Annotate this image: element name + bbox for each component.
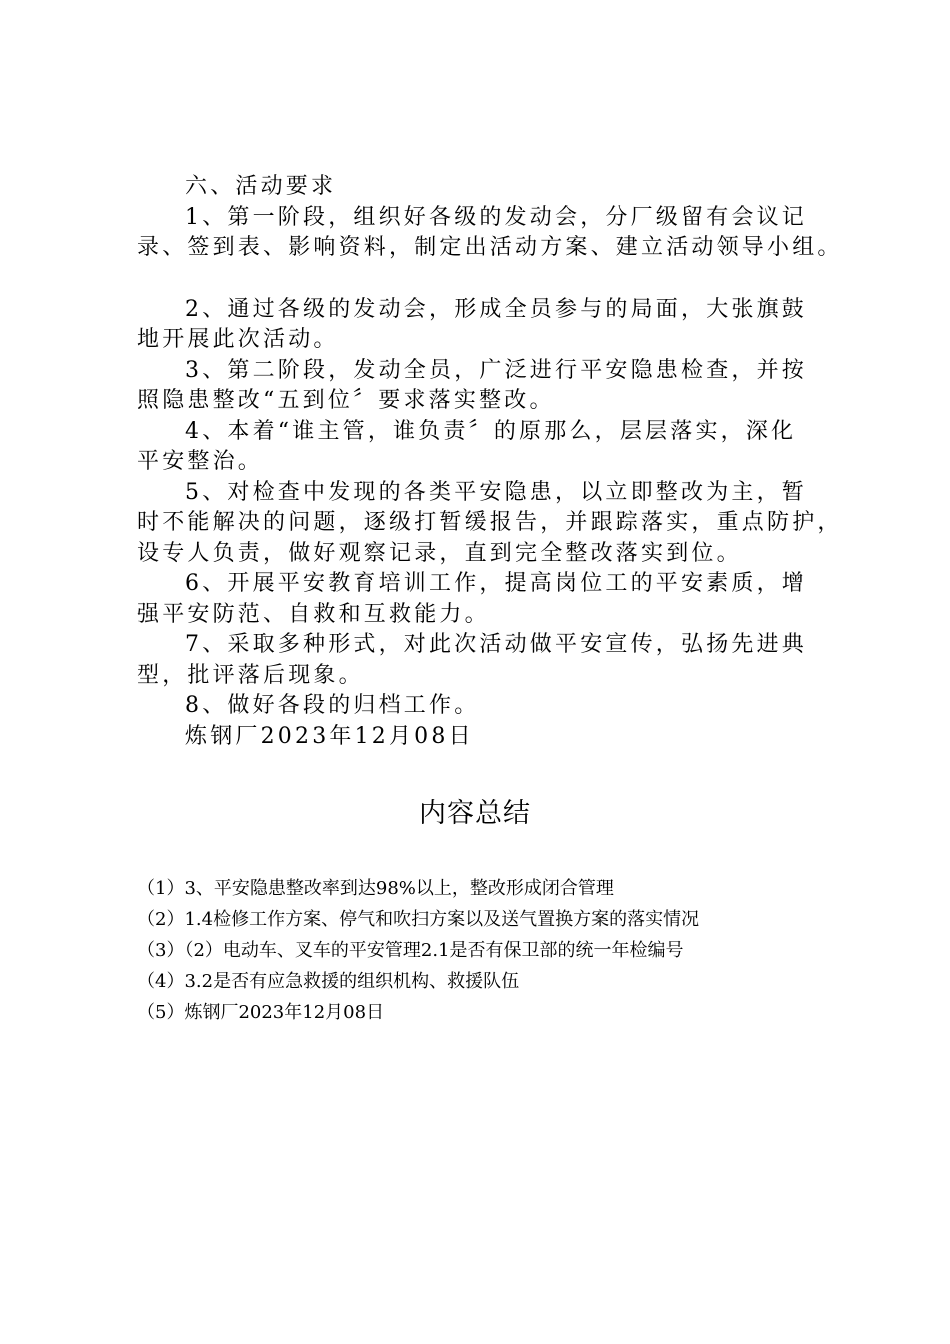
- item-5-line-2: 时不能解决的问题，逐级打暂缓报告，并跟踪落实，重点防护，: [137, 510, 843, 535]
- summary-item: （3）（2）电动车、叉车的平安管理2.1是否有保卫部的统一年检编号: [137, 940, 684, 961]
- activity-requirements-section: [137, 172, 843, 752]
- item-7-line-2: 型，批评落后现象。: [137, 662, 364, 688]
- item-2-line-1: 2、通过各级的发动会，形成全员参与的局面，大张旗鼓: [185, 296, 807, 322]
- item-6-line-2: 强平安防范、自救和互救能力。: [137, 601, 490, 627]
- summary-list: [137, 873, 897, 1028]
- paragraph-gap: [137, 264, 837, 295]
- summary-item: （4）3.2是否有应急救援的组织机构、救援队伍: [137, 971, 520, 992]
- item-3-line-2: 照隐患整改“五到位〞要求落实整改。: [137, 388, 555, 413]
- signature-date: 炼钢厂2023年12月08日: [185, 723, 474, 749]
- summary-title: 内容总结: [419, 798, 531, 829]
- summary-item: （2）1.4检修工作方案、停气和吹扫方案以及送气置换方案的落实情况: [137, 909, 700, 930]
- item-1-line-2: 录、签到表、影响资料，制定出活动方案、建立活动领导小组。: [137, 235, 843, 260]
- item-4-line-2: 平安整治。: [137, 449, 264, 474]
- item-2-line-2: 地开展此次活动。: [137, 327, 339, 352]
- item-7-line-1: 7、采取多种形式，对此次活动做平安宣传，弘扬先进典: [185, 632, 807, 657]
- item-5-line-1: 5、对检查中发现的各类平安隐患，以立即整改为主，暂: [185, 479, 807, 505]
- item-8-line-1: 8、做好各段的归档工作。: [185, 693, 480, 718]
- item-6-line-1: 6、开展平安教育培训工作，提高岗位工的平安素质，增: [185, 571, 807, 596]
- item-3-line-1: 3、第二阶段，发动全员，广泛进行平安隐患检查，并按: [185, 357, 807, 383]
- summary-item: （5）炼钢厂2023年12月08日: [137, 1002, 385, 1023]
- item-5-line-3: 设专人负责，做好观察记录，直到完全整改落实到位。: [137, 540, 742, 566]
- item-4-line-1: 4、本着“谁主管，谁负责〞的原那么，层层落实，深化: [185, 418, 797, 444]
- item-1-line-1: 1、第一阶段，组织好各级的发动会，分厂级留有会议记: [185, 204, 807, 230]
- summary-item: （1）3、平安隐患整改率到达98%以上，整改形成闭合管理: [137, 878, 614, 899]
- section-heading: 六、活动要求: [185, 174, 337, 199]
